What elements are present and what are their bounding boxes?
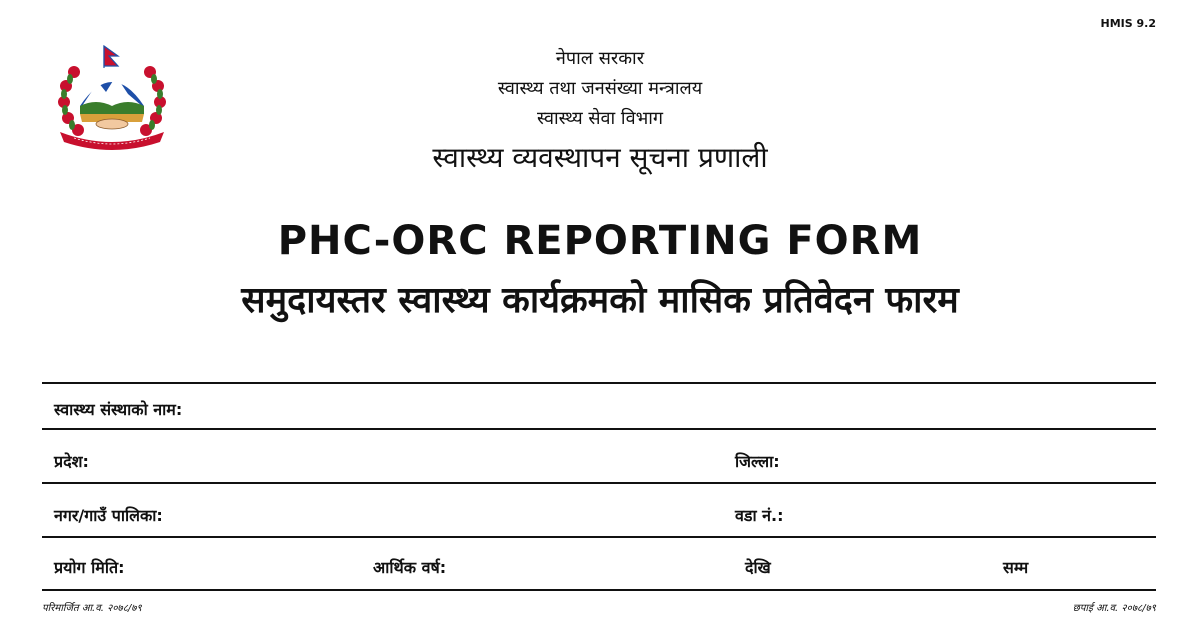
- header-department: स्वास्थ्य सेवा विभाग: [536, 108, 664, 129]
- footer-revised: परिमार्जित आ.व. २०७८/७९: [42, 603, 142, 614]
- divider: [42, 428, 1156, 430]
- header-system: स्वास्थ्य व्यवस्थापन सूचना प्रणाली: [432, 141, 768, 174]
- form-title-en: PHC-ORC REPORTING FORM: [277, 218, 923, 264]
- header-ministry: स्वास्थ्य तथा जनसंख्या मन्त्रालय: [497, 78, 703, 99]
- header-government: नेपाल सरकार: [555, 48, 645, 69]
- form-code: HMIS 9.2: [1100, 17, 1156, 30]
- divider: [42, 482, 1156, 484]
- usage-date-label: प्रयोग मिति:: [54, 558, 125, 577]
- divider-bottom: [42, 589, 1156, 591]
- fiscal-year-label: आर्थिक वर्ष:: [373, 558, 447, 577]
- divider-top: [42, 382, 1156, 384]
- facility-name-label: स्वास्थ्य संस्थाको नाम:: [54, 400, 183, 419]
- footer-printed: छपाई आ.व. २०७८/७९: [1072, 603, 1156, 614]
- divider: [42, 536, 1156, 538]
- province-label: प्रदेश:: [54, 452, 89, 471]
- municipality-label: नगर/गाउँ पालिका:: [54, 506, 163, 525]
- form-title-np: समुदायस्तर स्वास्थ्य कार्यक्रमको मासिक प्रतिवेदन फारम: [241, 280, 959, 321]
- ward-label: वडा नं.:: [735, 506, 784, 525]
- from-label: देखि: [745, 558, 771, 577]
- to-label: सम्म: [1003, 558, 1029, 577]
- district-label: जिल्ला:: [735, 452, 780, 471]
